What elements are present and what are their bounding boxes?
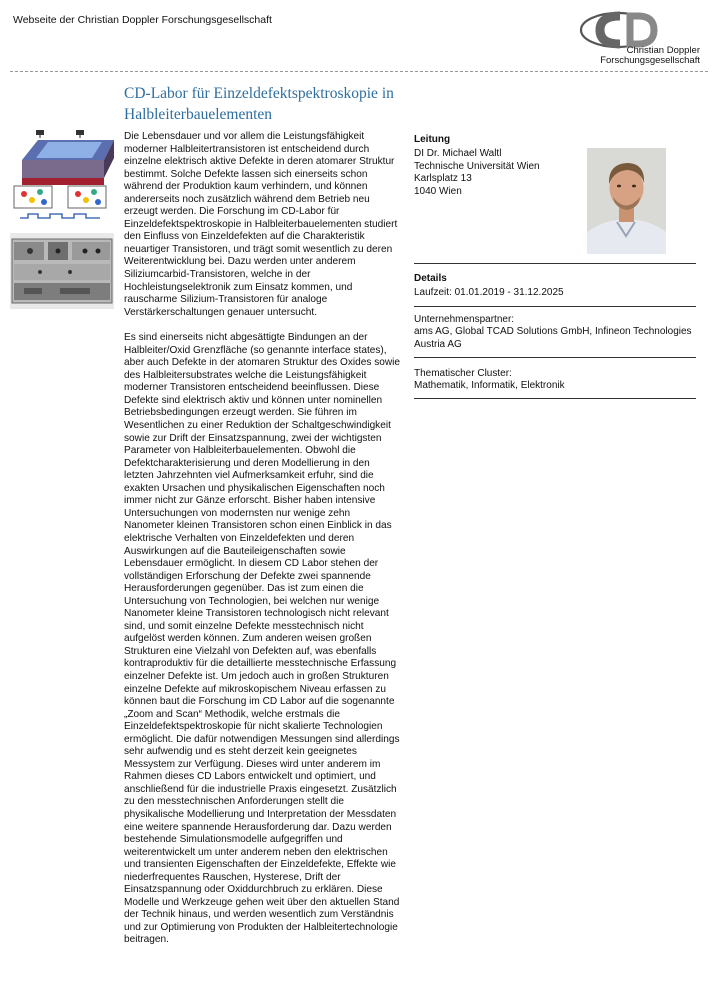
cd-logo[interactable] <box>578 8 708 68</box>
laufzeit-text: Laufzeit: 01.01.2019 - 31.12.2025 <box>414 287 564 298</box>
leitung-street: Karlsplatz 13 <box>414 173 472 184</box>
description-paragraph-1: Die Lebensdauer und vor allem die Leistungsfähigkeit moderner Halbleitertransistoren ist entscheidend durch einzelne elektrisch aktive Defekte in deren atomarer Struktur bestimmt. Solche Defekte lassen sich einerseits schon während der Produktion kaum verhindern, und können andererseits noch zusätzlich während dem Betrieb neu erzeugt werden. Die Forschung im CD-Labor für Einzeldefektspektroskopie in Halbleiterbauelementen studiert den Einfluss von Einzeldefekten auf die Charakteristik neuartiger Transistoren, und trägt somit wesentlich zu deren Weiterentwicklung bei. Dazu werden unter anderem Siliziumcarbid-Transistoren, welche in der Hochleistungselektronik zum Einsatz kommen, und rauscharme Silizium-Transistoren für analoge Verstärkerschaltungen genauer untersucht. <box>124 131 398 318</box>
logo-text-line-1: Christian Doppler <box>626 45 700 56</box>
divider-2 <box>414 306 696 307</box>
logo-text-line-2: Forschungsgesellschaft <box>600 55 700 66</box>
description-paragraph-2: Es sind einerseits nicht abgesättigte Bindungen an der Halbleiter/Oxid Grenzfläche (so genannte interface states), aber auch Defekte in der atomaren Struktur des Oxides sowie des Halbleitersubstrates welche die Leistungsfähigkeit moderner Transistoren entscheidend beeinflussen. Diese Defekte sind elektrisch aktiv und können unter nominellen Betriebsbedingungen erzeugt werden. Sie führen im Wesentlichen zu einer Reduktion der Schaltgeschwindigkeit sowie zur Drift der Einsatzspannung, zwei der wichtigsten Parameter von Halbleiterbauelementen. Obwohl die Defektcharakterisierung und deren Modellierung in den letzten Jahrzehnten viel Aufmerksamkeit erfuhr, sind die exakten Ursachen und physikalischen Eigenschaften noch immer nicht zur Gänze erforscht. Bisher haben intensive Untersuchungen von modernsten nur wenige zehn Nanometer kleinen Transistoren schon einen Einblick in das elektrische Verhalten von Einzeldefekten und deren Auswirkungen auf die Bauteileigenschaften sowie Lebensdauer ermöglicht. In diesem CD Labor stehen der vollständigen Erforschung der Defekte zwei spannende Herausforderungen gegenüber. Das ist zum einen die Untersuchung von Technologien, bei welchen nur wenige Nanometer kleine Transistoren technologisch nicht relevant sind, und somit einzelne Defekte messtechnisch nicht aufgelöst werden können. Zum anderen weisen großen Strukturen eine Vielzahl von Defekten auf, was ebenfalls kontraproduktiv für die detaillierte messtechnische Erfassung einzelner Defekte ist. Um jedoch auch in großen Strukturen einzelne Defekte auf mikroskopischem Niveau erfassen zu können baut die Forschung im CD Labor auf die sogenannte „Zoom and Scan“ Methodik, welche erstmals die Einzeldefektspektroskopie für nicht skalierte Technologien ermöglicht. Die dafür notwendigen Messungen sind allerdings sehr aufwendig und es steht derzeit kein geeignetes Messystem zur Verfügung. Dieses wird unter anderem im Rahmen dieses CD Labors entwickelt und optimiert, und anschließend für die industrielle Praxis eingesetzt. Zusätzlich zu den messtechnischen Anforderungen stellt die physikalische Modellierung und Interpretation der Messdaten eine weitere spannende Herausforderung dar. Dazu werden bestehende Simulationsmodelle aufgegriffen und weiterentwickelt um unter anderem neben den elektrischen und transienten Eigenschaften der Einzeldefekte, Effekte wie niederfrequentes Rauschen, Hysterese, Drift der Einsatzspannung oder Oxiddurchbruch zu erklären. Diese Modelle und Werkzeuge gehen weit über den aktuellen Stand der Technik hinaus, und werden wesentlich zum Verständnis und zur Optimierung von Produkten der Halbleitertechnologie beitragen. <box>124 332 401 946</box>
cluster-value: Mathematik, Informatik, Elektronik <box>414 380 565 391</box>
details-heading: Details <box>414 273 447 284</box>
partner-label: Unternehmenspartner: <box>414 314 515 325</box>
divider-3 <box>414 357 696 358</box>
site-label: Webseite der Christian Doppler Forschungsgesellschaft <box>13 14 272 26</box>
leitung-name: DI Dr. Michael Waltl <box>414 148 502 159</box>
leitung-institution: Technische Universität Wien <box>414 160 540 172</box>
leader-portrait <box>587 148 666 254</box>
leitung-city: 1040 Wien <box>414 185 462 197</box>
lab-description <box>124 131 402 960</box>
page-title: CD-Labor für Einzeldefektspektroskopie in Halbleiterbauelementen <box>124 85 394 123</box>
partner-value: ams AG, Global TCAD Solutions GmbH, Infineon Technologies Austria AG <box>414 326 692 350</box>
leitung-heading: Leitung <box>414 134 451 145</box>
cluster-label: Thematischer Cluster: <box>414 368 512 379</box>
transistor-illustration-image <box>10 130 114 228</box>
header-divider <box>10 71 708 72</box>
divider-4 <box>414 398 696 399</box>
measurement-equipment-image <box>10 233 114 309</box>
divider-1 <box>414 263 696 264</box>
